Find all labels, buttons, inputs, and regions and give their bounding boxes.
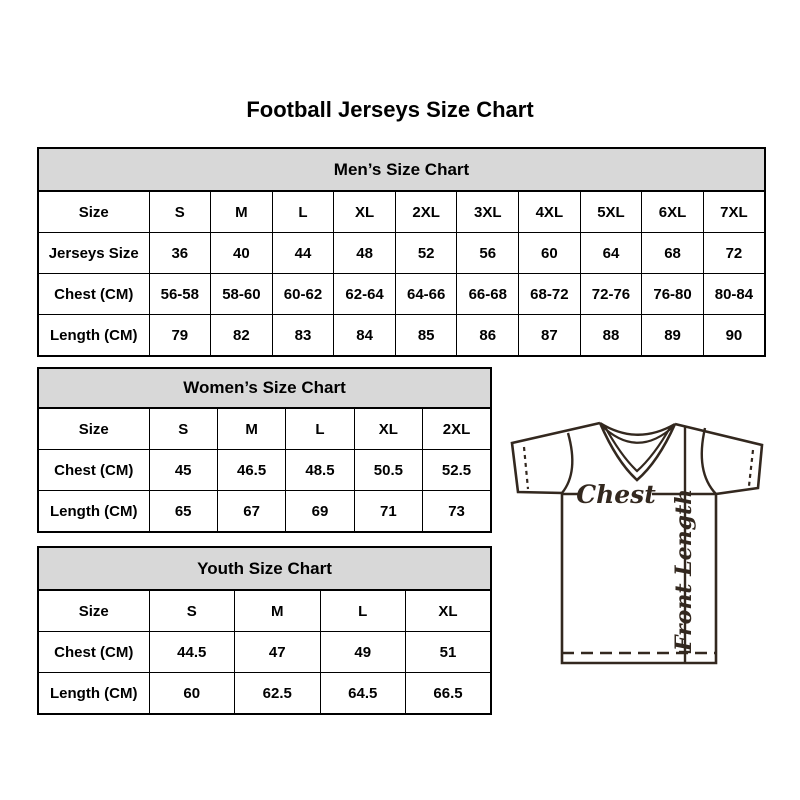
table-cell: 45 <box>149 450 217 491</box>
table-cell: 64 <box>580 233 642 274</box>
table-cell: 56-58 <box>149 274 211 315</box>
table-cell: M <box>211 191 273 233</box>
table-cell: 60-62 <box>272 274 334 315</box>
mens-table-grid <box>37 147 766 357</box>
table-cell: 56 <box>457 233 519 274</box>
table-title-row <box>38 547 491 590</box>
table-cell: 40 <box>211 233 273 274</box>
table-cell: 69 <box>286 491 354 533</box>
table-cell: 62-64 <box>334 274 396 315</box>
table-row <box>38 491 491 533</box>
table-row <box>38 274 765 315</box>
table-cell: 72 <box>703 233 765 274</box>
front-length-label: Front Length <box>671 488 697 652</box>
row-label: Length (CM) <box>38 491 149 533</box>
table-row <box>38 408 491 450</box>
youth-table-grid <box>37 546 492 715</box>
row-label: Length (CM) <box>38 315 149 357</box>
table-cell: 66-68 <box>457 274 519 315</box>
table-cell: 80-84 <box>703 274 765 315</box>
table-title-row <box>38 368 491 408</box>
table-cell: 90 <box>703 315 765 357</box>
table-cell: 72-76 <box>580 274 642 315</box>
table-cell: 83 <box>272 315 334 357</box>
table-cell: 67 <box>217 491 285 533</box>
row-label: Chest (CM) <box>38 632 149 673</box>
jersey-left-cuff-stitch <box>524 447 528 489</box>
womens-table-grid <box>37 367 492 533</box>
table-cell: 2XL <box>395 191 457 233</box>
table-cell: L <box>286 408 354 450</box>
table-cell: 7XL <box>703 191 765 233</box>
table-cell: 44 <box>272 233 334 274</box>
table-cell: L <box>320 590 406 632</box>
table-cell: 65 <box>149 491 217 533</box>
table-title: Men’s Size Chart <box>38 148 765 191</box>
table-cell: 82 <box>211 315 273 357</box>
table-row <box>38 233 765 274</box>
table-cell: 3XL <box>457 191 519 233</box>
table-cell: S <box>149 590 235 632</box>
row-label: Size <box>38 408 149 450</box>
table-cell: 85 <box>395 315 457 357</box>
table-cell: 4XL <box>519 191 581 233</box>
table-cell: 50.5 <box>354 450 422 491</box>
table-cell: 5XL <box>580 191 642 233</box>
table-cell: 68 <box>642 233 704 274</box>
table-cell: 89 <box>642 315 704 357</box>
table-row <box>38 450 491 491</box>
jersey-right-sleeve-seam <box>702 428 716 494</box>
table-cell: 46.5 <box>217 450 285 491</box>
table-cell: XL <box>334 191 396 233</box>
table-cell: 44.5 <box>149 632 235 673</box>
table-cell: M <box>235 590 321 632</box>
table-title-row <box>38 148 765 191</box>
table-cell: 48 <box>334 233 396 274</box>
table-cell: 51 <box>406 632 492 673</box>
table-cell: 87 <box>519 315 581 357</box>
jersey-outline <box>512 423 762 663</box>
table-row <box>38 632 491 673</box>
table-cell: 52.5 <box>423 450 491 491</box>
table-cell: 68-72 <box>519 274 581 315</box>
table-cell: 47 <box>235 632 321 673</box>
row-label: Chest (CM) <box>38 450 149 491</box>
row-label: Size <box>38 191 149 233</box>
row-label: Chest (CM) <box>38 274 149 315</box>
table-cell: L <box>272 191 334 233</box>
table-row <box>38 191 765 233</box>
table-cell: 2XL <box>423 408 491 450</box>
table-cell: 79 <box>149 315 211 357</box>
table-row <box>38 315 765 357</box>
table-cell: 58-60 <box>211 274 273 315</box>
row-label: Length (CM) <box>38 673 149 715</box>
table-title: Youth Size Chart <box>38 547 491 590</box>
row-label: Jerseys Size <box>38 233 149 274</box>
table-cell: 6XL <box>642 191 704 233</box>
table-row <box>38 590 491 632</box>
page-title: Football Jerseys Size Chart <box>246 97 534 122</box>
womens-size-table <box>37 367 492 533</box>
table-cell: 36 <box>149 233 211 274</box>
table-cell: XL <box>354 408 422 450</box>
chest-label: Chest <box>576 480 656 509</box>
jersey-left-sleeve-seam <box>562 433 572 493</box>
table-cell: S <box>149 408 217 450</box>
table-cell: 60 <box>519 233 581 274</box>
table-cell: 86 <box>457 315 519 357</box>
jersey-vneck-inner <box>604 425 671 471</box>
table-cell: 60 <box>149 673 235 715</box>
table-cell: S <box>149 191 211 233</box>
mens-size-table <box>37 147 766 357</box>
youth-size-table <box>37 546 492 715</box>
table-cell: M <box>217 408 285 450</box>
table-cell: 52 <box>395 233 457 274</box>
table-cell: 88 <box>580 315 642 357</box>
row-label: Size <box>38 590 149 632</box>
table-cell: 62.5 <box>235 673 321 715</box>
table-cell: 48.5 <box>286 450 354 491</box>
table-row <box>38 673 491 715</box>
table-cell: 64-66 <box>395 274 457 315</box>
table-cell: 76-80 <box>642 274 704 315</box>
table-title: Women’s Size Chart <box>38 368 491 408</box>
table-cell: 49 <box>320 632 406 673</box>
jersey-measurement-diagram <box>495 410 765 675</box>
jersey-right-cuff-stitch <box>749 450 753 486</box>
table-cell: 66.5 <box>406 673 492 715</box>
table-cell: XL <box>406 590 492 632</box>
table-cell: 64.5 <box>320 673 406 715</box>
table-cell: 84 <box>334 315 396 357</box>
table-cell: 73 <box>423 491 491 533</box>
table-cell: 71 <box>354 491 422 533</box>
